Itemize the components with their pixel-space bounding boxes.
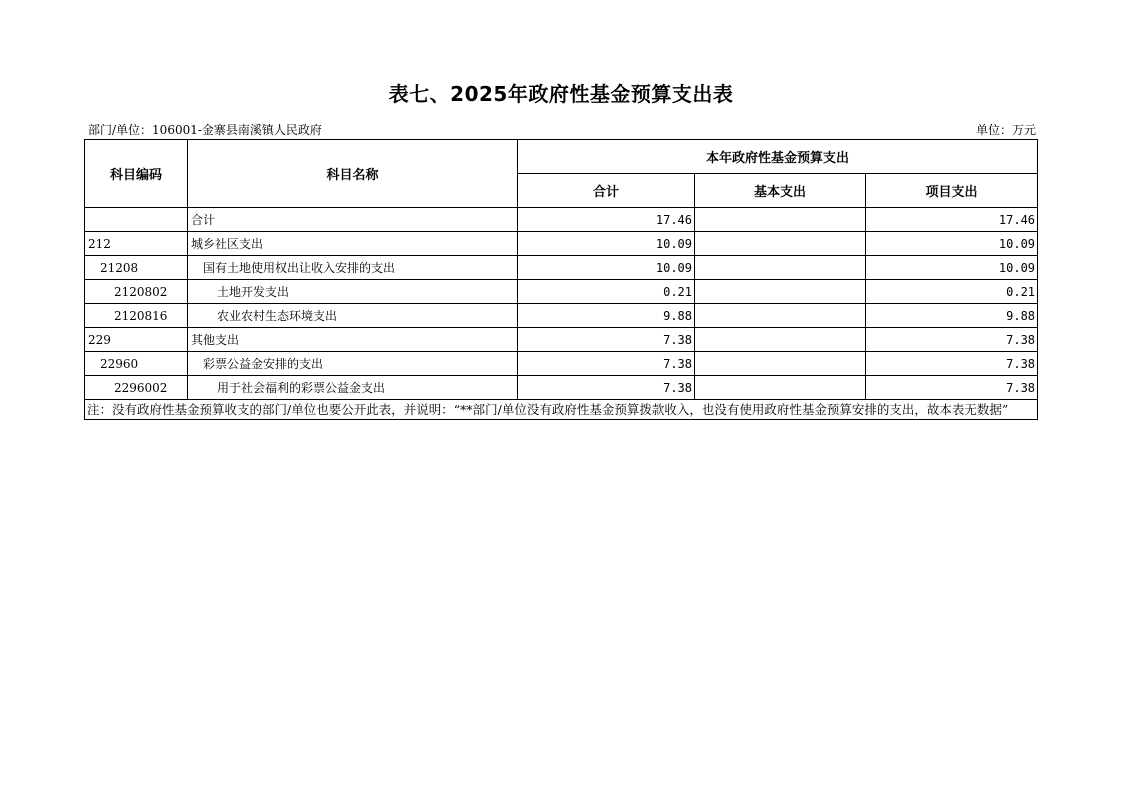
row-code	[85, 208, 188, 232]
row-total: 7.38	[518, 376, 695, 400]
row-project: 17.46	[866, 208, 1038, 232]
row-basic	[695, 328, 866, 352]
budget-table	[84, 139, 1038, 420]
row-code: 22960	[85, 352, 188, 376]
row-basic	[695, 280, 866, 304]
row-total: 0.21	[518, 280, 695, 304]
row-total: 7.38	[518, 328, 695, 352]
row-project: 7.38	[866, 328, 1038, 352]
row-basic	[695, 208, 866, 232]
row-code: 2120816	[85, 304, 188, 328]
header-group: 本年政府性基金预算支出	[518, 140, 1038, 174]
row-name: 国有土地使用权出让收入安排的支出	[188, 256, 518, 280]
note-row	[85, 400, 1038, 420]
row-project: 7.38	[866, 376, 1038, 400]
page-title: 表七、2025年政府性基金预算支出表	[388, 82, 734, 106]
table-row	[85, 328, 1038, 352]
row-project: 0.21	[866, 280, 1038, 304]
row-code: 212	[85, 232, 188, 256]
header-code: 科目编码	[85, 140, 188, 208]
table-row	[85, 208, 1038, 232]
row-total: 10.09	[518, 232, 695, 256]
row-total: 17.46	[518, 208, 695, 232]
department-label: 部门/单位：106001-金寨县南溪镇人民政府	[88, 123, 322, 137]
row-project: 9.88	[866, 304, 1038, 328]
table-row	[85, 304, 1038, 328]
row-basic	[695, 352, 866, 376]
header-name: 科目名称	[188, 140, 518, 208]
row-basic	[695, 376, 866, 400]
row-project: 10.09	[866, 256, 1038, 280]
header-row-1	[85, 140, 1038, 174]
row-basic	[695, 232, 866, 256]
row-name: 土地开发支出	[188, 280, 518, 304]
row-name: 用于社会福利的彩票公益金支出	[188, 376, 518, 400]
row-code: 2296002	[85, 376, 188, 400]
row-code: 2120802	[85, 280, 188, 304]
row-basic	[695, 304, 866, 328]
table-row	[85, 232, 1038, 256]
row-project: 10.09	[866, 232, 1038, 256]
row-total: 9.88	[518, 304, 695, 328]
table-row	[85, 256, 1038, 280]
row-name: 农业农村生态环境支出	[188, 304, 518, 328]
row-code: 229	[85, 328, 188, 352]
row-name: 彩票公益金安排的支出	[188, 352, 518, 376]
header-project: 项目支出	[866, 174, 1038, 208]
header-basic: 基本支出	[695, 174, 866, 208]
row-total: 10.09	[518, 256, 695, 280]
row-name: 城乡社区支出	[188, 232, 518, 256]
table-row	[85, 280, 1038, 304]
row-basic	[695, 256, 866, 280]
unit-label: 单位：万元	[975, 123, 1036, 137]
table-row	[85, 352, 1038, 376]
row-name: 其他支出	[188, 328, 518, 352]
row-project: 7.38	[866, 352, 1038, 376]
row-code: 21208	[85, 256, 188, 280]
row-name: 合计	[188, 208, 518, 232]
table-note: 注：没有政府性基金预算收支的部门/单位也要公开此表，并说明：“**部门/单位没有政府性基金预算拨款收入，也没有使用政府性基金预算安排的支出，故本表无数据”	[85, 400, 1038, 420]
row-total: 7.38	[518, 352, 695, 376]
header-total: 合计	[518, 174, 695, 208]
table-row	[85, 376, 1038, 400]
